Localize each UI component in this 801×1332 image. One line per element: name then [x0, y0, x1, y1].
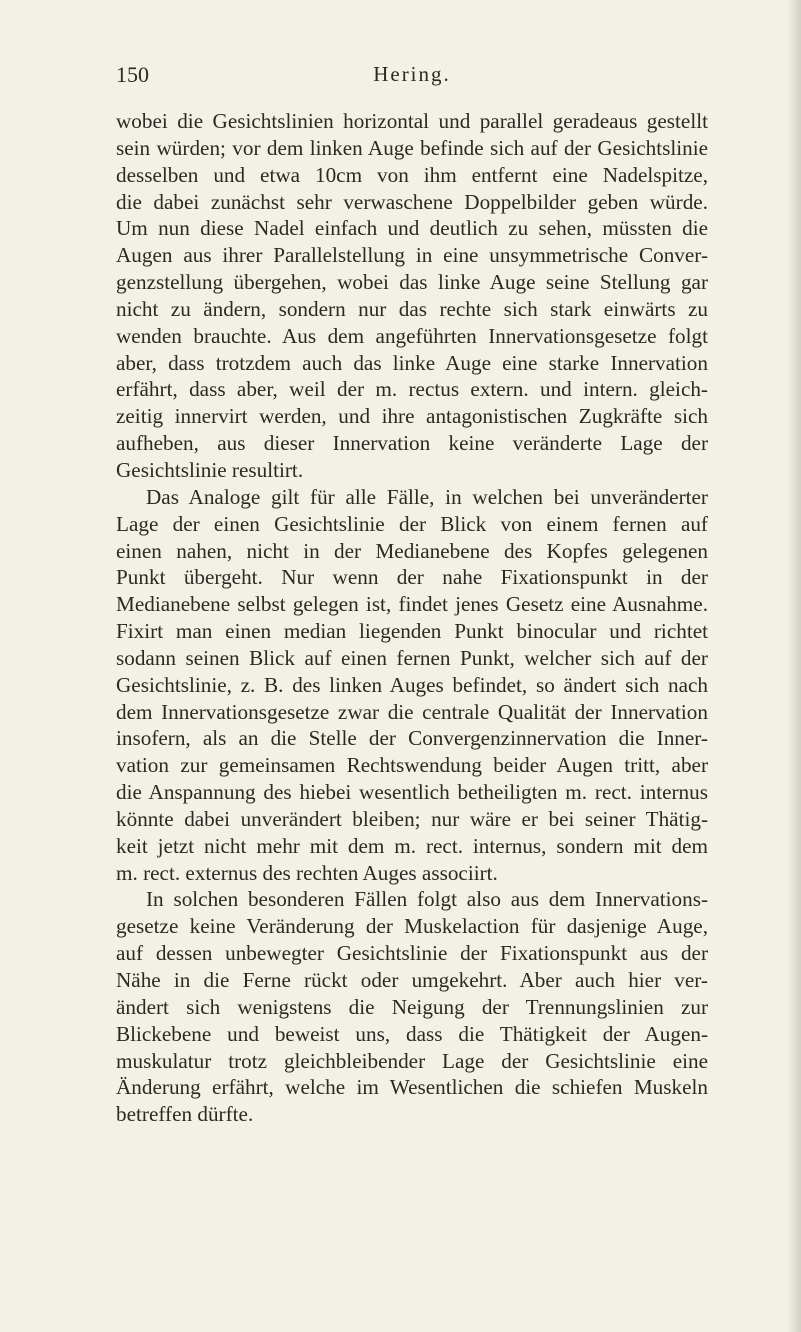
text-line: keit jetzt nicht mehr mit dem m. rect. internus, sondern mit dem	[116, 833, 708, 858]
text-line: Um nun diese Nadel einfach und deutlich zu sehen, müssten die	[116, 216, 708, 241]
text-line: Das Analoge gilt für alle Fälle, in welchen bei unveränderter	[146, 484, 708, 509]
text-line: könnte dabei unverändert bleiben; nur wäre er bei seiner Thätig-	[116, 806, 708, 831]
text-line: Blickebene und beweist uns, dass die Thätigkeit der Augen-	[116, 1021, 708, 1046]
text-line: In solchen besonderen Fällen folgt also aus dem Innervations-	[146, 887, 708, 912]
text-line: desselben und etwa 10cm von ihm entfernt eine Nadelspitze,	[116, 162, 708, 187]
text-line: Augen aus ihrer Parallelstellung in eine unsymmetrische Conver-	[116, 243, 708, 268]
page-edge-shadow	[787, 0, 801, 1332]
text-line: betreffen dürfte.	[116, 1102, 254, 1127]
text-line: die dabei zunächst sehr verwaschene Doppelbilder geben würde.	[116, 189, 708, 214]
text-line: genzstellung übergehen, wobei das linke Auge seine Stellung gar	[116, 270, 708, 295]
text-line: aufheben, aus dieser Innervation keine veränderte Lage der	[116, 431, 708, 456]
text-line: Änderung erfährt, welche im Wesentlichen die schiefen Muskeln	[116, 1075, 708, 1100]
text-line: sein würden; vor dem linken Auge befinde sich auf der Gesichtslinie	[116, 135, 708, 160]
text-line: die Anspannung des hiebei wesentlich betheiligten m. rect. internus	[116, 780, 708, 805]
text-line: muskulatur trotz gleichbleibender Lage der Gesichtslinie eine	[116, 1048, 708, 1073]
text-line: wobei die Gesichtslinien horizontal und parallel geradeaus gestellt	[116, 109, 708, 133]
text-line: gesetze keine Veränderung der Muskelaction für dasjenige Auge,	[116, 914, 708, 939]
text-line: zeitig innervirt werden, und ihre antagonistischen Zugkräfte sich	[116, 404, 708, 429]
text-line: sodann seinen Blick auf einen fernen Punkt, welcher sich auf der	[116, 645, 708, 670]
text-line: Medianebene selbst gelegen ist, findet jenes Gesetz eine Ausnahme.	[116, 592, 708, 617]
page-number: 150	[116, 62, 149, 87]
text-line: Punkt übergeht. Nur wenn der nahe Fixationspunkt in der	[116, 565, 708, 590]
text-line: einen nahen, nicht in der Medianebene des Kopfes gelegenen	[116, 538, 708, 563]
text-line: erfährt, dass aber, weil der m. rectus extern. und intern. gleich-	[116, 377, 708, 402]
text-line: Gesichtslinie resultirt.	[116, 457, 304, 482]
body-text	[116, 108, 708, 1128]
text-line: insofern, als an die Stelle der Convergenzinnervation die Inner-	[116, 726, 708, 751]
text-line: m. rect. externus des rechten Auges associirt.	[116, 860, 498, 885]
text-line: vation zur gemeinsamen Rechtswendung beider Augen tritt, aber	[116, 753, 708, 778]
text-line: wenden brauchte. Aus dem angeführten Innervationsgesetze folgt	[116, 323, 708, 348]
text-line: dem Innervationsgesetze zwar die centrale Qualität der Innervation	[116, 699, 708, 724]
page-header	[116, 62, 708, 92]
text-line: auf dessen unbewegter Gesichtslinie der Fixationspunkt aus der	[116, 941, 708, 966]
text-line: aber, dass trotzdem auch das linke Auge eine starke Innervation	[116, 350, 708, 375]
running-head: Hering.	[373, 62, 451, 86]
text-line: Lage der einen Gesichtslinie der Blick von einem fernen auf	[116, 511, 708, 536]
text-line: Gesichtslinie, z. B. des linken Auges befindet, so ändert sich nach	[116, 672, 708, 697]
text-line: nicht zu ändern, sondern nur das rechte sich stark einwärts zu	[116, 296, 708, 321]
text-line: Fixirt man einen median liegenden Punkt binocular und richtet	[116, 619, 708, 644]
text-line: Nähe in die Ferne rückt oder umgekehrt. Aber auch hier ver-	[116, 968, 708, 992]
text-line: ändert sich wenigstens die Neigung der Trennungslinien zur	[116, 994, 708, 1019]
